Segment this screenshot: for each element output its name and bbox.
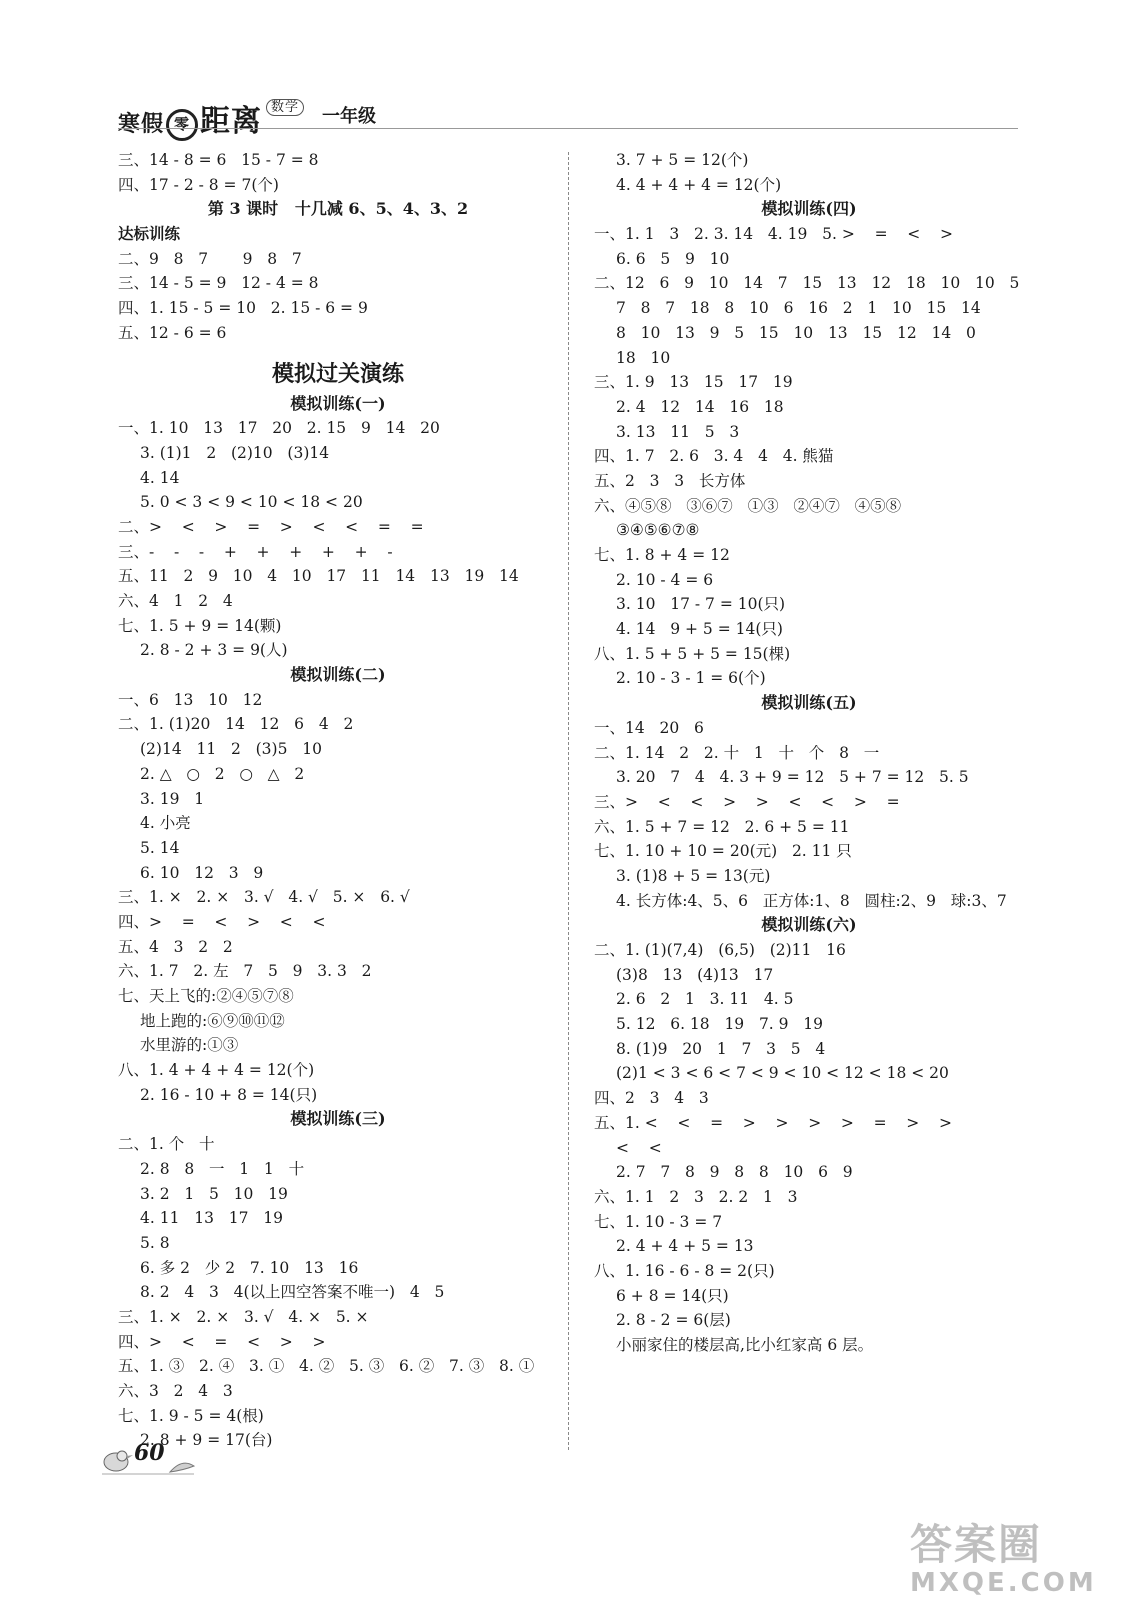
answer-line: 二、12 6 9 10 14 7 15 13 12 18 10 10 5 <box>594 274 1020 293</box>
section-title: 模拟过关演练 <box>271 360 404 387</box>
answer-line: 七、1. 9 - 5 = 4(根) <box>118 1406 264 1425</box>
answer-line: 一、1. 10 13 17 20 2. 15 9 14 20 <box>118 419 440 438</box>
page-number: 60 <box>134 1440 165 1466</box>
answer-line: 七、1. 10 - 3 = 7 <box>594 1212 723 1231</box>
answer-line: 三、> < < > > < < > = <box>594 792 900 811</box>
answer-line: 七、天上飞的:②④⑤⑦⑧ <box>118 987 294 1005</box>
answer-line: 4. 小亮 <box>140 814 191 833</box>
answer-line: 达标训练 <box>118 224 181 244</box>
answer-line: 小丽家住的楼层高,比小红家高 6 层。 <box>616 1336 874 1354</box>
answer-line: 三、1. 9 13 15 17 19 <box>594 373 793 392</box>
answer-line: 五、1. < < = > > > > = > > <box>594 1113 952 1132</box>
answer-line: 6 + 8 = 14(只) <box>616 1286 729 1305</box>
watermark-url: MXQE.COM <box>910 1568 1097 1598</box>
answer-line: 8. (1)9 20 1 7 3 5 4 <box>616 1039 826 1058</box>
answer-column-left <box>118 148 558 1453</box>
answer-line: 四、> < = < > > <box>118 1332 326 1351</box>
answer-line: 二、1. 14 2 2. 十 1 十 个 8 一 <box>594 743 880 762</box>
answer-line: 5. 0 < 3 < 9 < 10 < 18 < 20 <box>140 493 363 512</box>
answer-line: 2. △ ○ 2 ○ △ 2 <box>140 764 305 783</box>
logo-main: 距离 <box>200 104 263 139</box>
answer-line: 八、1. 4 + 4 + 4 = 12(个) <box>118 1061 315 1080</box>
grade-label: 一年级 <box>322 106 376 127</box>
answer-line: 七、1. 8 + 4 = 12 <box>594 546 730 564</box>
answer-line: 四、2 3 4 3 <box>594 1089 709 1108</box>
answer-line: 2. 4 12 14 16 18 <box>616 397 784 416</box>
subsection-title: 模拟训练(三) <box>290 1109 386 1129</box>
answer-line: 五、4 3 2 2 <box>118 937 233 956</box>
answer-line: 二、9 8 7 9 8 7 <box>118 249 302 268</box>
answer-line: 3. (1)1 2 (2)10 (3)14 <box>140 443 330 462</box>
subsection-title: 模拟训练(一) <box>290 393 386 413</box>
answer-line: 六、3 2 4 3 <box>118 1382 233 1400</box>
answer-line: 6. 多 2 少 2 7. 10 13 16 <box>140 1258 359 1277</box>
answer-line: 三、1. × 2. × 3. √ 4. × 5. × <box>118 1307 369 1326</box>
subsection-title: 模拟训练(六) <box>761 915 857 935</box>
logo-prefix: 寒假 <box>118 111 165 137</box>
answer-line: 三、14 - 5 = 9 12 - 4 = 8 <box>118 274 319 293</box>
answer-line: 二、> < > = > < < = = <box>118 517 424 536</box>
answer-line: 八、1. 16 - 6 - 8 = 2(只) <box>594 1261 775 1280</box>
answer-line: 2. 10 - 3 - 1 = 6(个) <box>616 669 766 688</box>
answer-line: ③④⑤⑥⑦⑧ <box>616 521 700 540</box>
answer-line: (2)1 < 3 < 6 < 7 < 9 < 10 < 12 < 18 < 20 <box>616 1064 949 1083</box>
answer-line: 四、> = < > < < <box>118 912 326 931</box>
column-divider <box>568 152 569 1450</box>
answer-line: 水里游的:①③ <box>140 1036 239 1055</box>
answer-line: 5. 12 6. 18 19 7. 9 19 <box>616 1015 824 1034</box>
answer-line: 5. 8 <box>140 1233 170 1252</box>
watermark <box>910 1512 1130 1598</box>
answer-line: 3. 10 17 - 7 = 10(只) <box>616 595 786 614</box>
subsection-title: 模拟训练(五) <box>761 693 857 713</box>
answer-line: 二、1. (1)20 14 12 6 4 2 <box>118 715 354 734</box>
answer-line: 2. 8 + 9 = 17(台) <box>140 1431 273 1450</box>
answer-column-right <box>594 148 1024 1358</box>
logo-zero-circle: 零 <box>166 109 198 141</box>
answer-line: 4. 14 <box>140 468 180 487</box>
answer-line: 3. 2 1 5 10 19 <box>140 1184 288 1203</box>
answer-line: 三、1. × 2. × 3. √ 4. √ 5. × 6. √ <box>118 888 410 907</box>
answer-line: 4. 11 13 17 19 <box>140 1209 283 1228</box>
answer-line: 2. 6 2 1 3. 11 4. 5 <box>616 990 794 1009</box>
subsection-title: 第 3 课时 十几减 6、5、4、3、2 <box>207 199 469 219</box>
header-divider <box>118 128 1018 129</box>
answer-line: 2. 8 - 2 + 3 = 9(人) <box>140 641 288 660</box>
answer-line: 4. 14 9 + 5 = 14(只) <box>616 620 783 639</box>
watermark-title: 答案圈 <box>910 1520 1043 1569</box>
answer-line: 7 8 7 18 8 10 6 16 2 1 10 15 14 <box>616 299 981 318</box>
answer-line: (2)14 11 2 (3)5 10 <box>140 740 322 759</box>
answer-line: 六、4 1 2 4 <box>118 592 233 610</box>
answer-line: 五、11 2 9 10 4 10 17 11 14 13 19 14 <box>118 567 519 586</box>
answer-line: 6. 10 12 3 9 <box>140 863 264 882</box>
answer-line: 3. 7 + 5 = 12(个) <box>616 151 749 169</box>
answer-line: 五、12 - 6 = 6 <box>118 323 227 342</box>
answer-line: 七、1. 5 + 9 = 14(颗) <box>118 616 282 635</box>
answer-line: 3. 19 1 <box>140 789 205 808</box>
answer-line: 8. 2 4 3 4(以上四空答案不唯一) 4 5 <box>140 1283 445 1302</box>
answer-line: 18 10 <box>616 348 671 367</box>
answer-line: 一、1. 1 3 2. 3. 14 4. 19 5. > = < > <box>594 225 953 244</box>
answer-line: 三、- - - + + + + + - <box>118 542 393 561</box>
answer-line: 8 10 13 9 5 15 10 13 15 12 14 0 <box>616 323 976 342</box>
answer-line: 一、6 13 10 12 <box>118 690 263 709</box>
answer-line: 七、1. 10 + 10 = 20(元) 2. 11 只 <box>594 842 852 861</box>
answer-line: 一、14 20 6 <box>594 718 704 737</box>
answer-line: 2. 10 - 4 = 6 <box>616 570 714 589</box>
answer-line: 5. 14 <box>140 838 180 857</box>
page-header <box>118 96 1018 139</box>
answer-line: 2. 4 + 4 + 5 = 13 <box>616 1237 754 1256</box>
answer-line: 四、1. 7 2. 6 3. 4 4 4. 熊猫 <box>594 447 834 466</box>
answer-line: 3. 13 11 5 3 <box>616 422 740 441</box>
answer-line: 2. 16 - 10 + 8 = 14(只) <box>140 1085 318 1104</box>
book-logo <box>118 96 304 141</box>
answer-line: 八、1. 5 + 5 + 5 = 15(棵) <box>594 644 791 663</box>
answer-line: 4. 长方体:4、5、6 正方体:1、8 圆柱:2、9 球:3、7 <box>616 891 1007 910</box>
answer-line: 六、1. 1 2 3 2. 2 1 3 <box>594 1187 798 1206</box>
answer-line: 三、14 - 8 = 6 15 - 7 = 8 <box>118 151 319 169</box>
answer-line: (3)8 13 (4)13 17 <box>616 965 774 984</box>
answer-line: 6. 6 5 9 10 <box>616 249 730 268</box>
answer-line: 4. 4 + 4 + 4 = 12(个) <box>616 175 782 194</box>
answer-line: 五、1. ③ 2. ④ 3. ① 4. ② 5. ③ 6. ② 7. ③ 8. ① <box>118 1357 535 1376</box>
logo-subject: 数学 <box>266 99 304 116</box>
answer-line: 六、④⑤⑧ ③⑥⑦ ①③ ②④⑦ ④⑤⑧ <box>594 496 902 515</box>
answer-line: 六、1. 5 + 7 = 12 2. 6 + 5 = 11 <box>594 817 850 836</box>
answer-line: 2. 7 7 8 9 8 8 10 6 9 <box>616 1163 853 1182</box>
answer-line: 3. (1)8 + 5 = 13(元) <box>616 866 771 885</box>
answer-line: 二、1. (1)(7,4) (6,5) (2)11 16 <box>594 941 846 959</box>
answer-line: 二、1. 个 十 <box>118 1135 215 1154</box>
answer-line: 2. 8 8 一 1 1 十 <box>140 1159 305 1178</box>
answer-line: 六、1. 7 2. 左 7 5 9 3. 3 2 <box>118 962 372 981</box>
answer-line: 地上跑的:⑥⑨⑩⑪⑫ <box>140 1011 285 1030</box>
answer-line: 五、2 3 3 长方体 <box>594 471 746 490</box>
answer-line: 2. 8 - 2 = 6(层) <box>616 1311 731 1330</box>
answer-line: < < <box>616 1138 662 1157</box>
answer-line: 四、1. 15 - 5 = 10 2. 15 - 6 = 9 <box>118 299 368 318</box>
answer-line: 3. 20 7 4 4. 3 + 9 = 12 5 + 7 = 12 5. 5 <box>616 768 969 787</box>
page-number-badge <box>98 1436 198 1480</box>
answer-line: 四、17 - 2 - 8 = 7(个) <box>118 175 279 194</box>
subsection-title: 模拟训练(四) <box>761 199 857 219</box>
subsection-title: 模拟训练(二) <box>290 665 386 685</box>
